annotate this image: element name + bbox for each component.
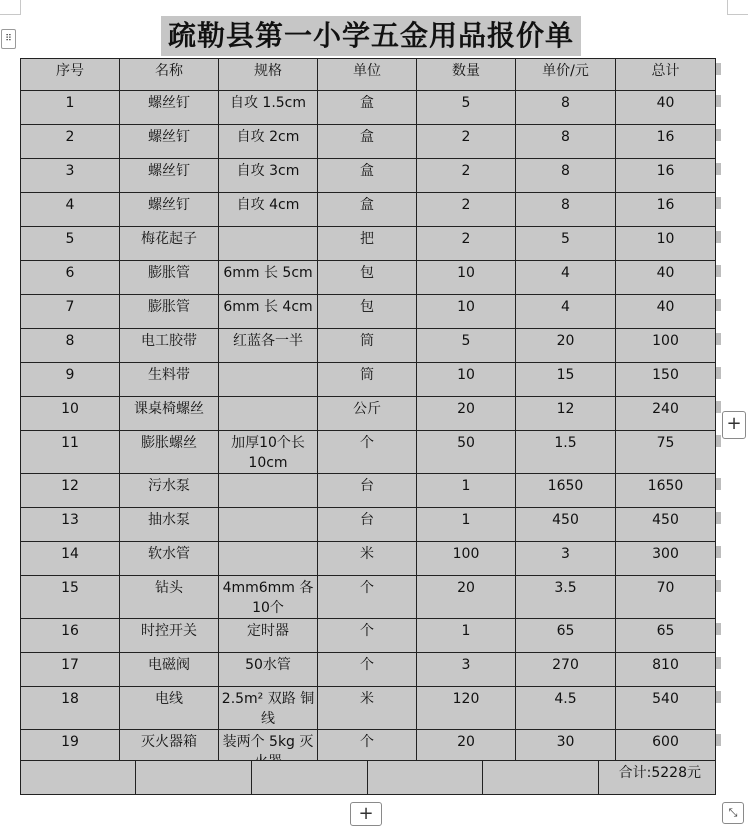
cell-price[interactable]: 4 (516, 295, 616, 329)
cell-price[interactable]: 20 (516, 329, 616, 363)
cell-total[interactable]: 40 (616, 295, 716, 329)
cell-price[interactable]: 65 (516, 619, 616, 653)
cell-no[interactable]: 9 (21, 363, 120, 397)
cell-price[interactable]: 12 (516, 397, 616, 431)
cell-unit[interactable]: 台 (318, 508, 417, 542)
cell-name[interactable]: 钻头 (120, 576, 219, 619)
row-end-marker (716, 333, 721, 345)
cell-unit[interactable]: 个 (318, 653, 417, 687)
cell-total[interactable]: 600 (616, 730, 716, 773)
cell-qty[interactable]: 2 (417, 193, 516, 227)
cell-total[interactable]: 10 (616, 227, 716, 261)
cell-price[interactable]: 8 (516, 91, 616, 125)
cell-qty[interactable]: 3 (417, 653, 516, 687)
row-end-marker (716, 623, 721, 635)
total-empty-cell[interactable] (368, 761, 483, 795)
cell-no[interactable]: 5 (21, 227, 120, 261)
cell-price[interactable]: 450 (516, 508, 616, 542)
cell-price[interactable]: 8 (516, 193, 616, 227)
cell-spec[interactable]: 自攻 4cm (219, 193, 318, 227)
cell-spec[interactable]: 定时器 (219, 619, 318, 653)
document-title: 疏勒县第一小学五金用品报价单 (161, 16, 581, 56)
cell-name[interactable]: 膨胀管 (120, 295, 219, 329)
header-cell-name: 名称 (120, 59, 219, 91)
cell-total[interactable]: 100 (616, 329, 716, 363)
table-row (21, 329, 716, 363)
cell-qty[interactable]: 2 (417, 159, 516, 193)
cell-total[interactable]: 16 (616, 125, 716, 159)
cell-spec[interactable] (219, 542, 318, 576)
cell-total[interactable]: 300 (616, 542, 716, 576)
cell-qty[interactable]: 20 (417, 730, 516, 773)
cell-qty[interactable]: 10 (417, 261, 516, 295)
total-empty-cell[interactable] (21, 761, 136, 795)
table-row (21, 576, 716, 619)
cell-price[interactable]: 15 (516, 363, 616, 397)
cell-spec[interactable]: 6mm 长 4cm (219, 295, 318, 329)
table-row (21, 474, 716, 508)
cell-unit[interactable]: 包 (318, 261, 417, 295)
table-row (21, 397, 716, 431)
cell-price[interactable]: 1650 (516, 474, 616, 508)
cell-name[interactable]: 生料带 (120, 363, 219, 397)
cell-unit[interactable]: 盒 (318, 125, 417, 159)
cell-no[interactable]: 11 (21, 431, 120, 474)
cell-qty[interactable]: 50 (417, 431, 516, 474)
cell-spec[interactable]: 2.5m² 双路 铜线 (219, 687, 318, 730)
row-end-marker (716, 657, 721, 669)
cell-spec[interactable]: 自攻 3cm (219, 159, 318, 193)
cell-unit[interactable]: 个 (318, 431, 417, 474)
cell-no[interactable]: 3 (21, 159, 120, 193)
cell-spec[interactable]: 6mm 长 5cm (219, 261, 318, 295)
cell-no[interactable]: 2 (21, 125, 120, 159)
cell-qty[interactable]: 10 (417, 363, 516, 397)
cell-spec[interactable]: 加厚10个长 10cm (219, 431, 318, 474)
cell-spec[interactable] (219, 363, 318, 397)
cell-no[interactable]: 17 (21, 653, 120, 687)
row-end-marker (716, 435, 721, 447)
cell-name[interactable]: 灭火器箱 (120, 730, 219, 773)
cell-qty[interactable]: 5 (417, 329, 516, 363)
cell-unit[interactable]: 盒 (318, 193, 417, 227)
cell-price[interactable]: 4.5 (516, 687, 616, 730)
cell-total[interactable]: 150 (616, 363, 716, 397)
cell-unit[interactable]: 米 (318, 687, 417, 730)
cell-name[interactable]: 膨胀螺丝 (120, 431, 219, 474)
add-column-button[interactable]: + (722, 411, 746, 439)
cell-spec[interactable]: 自攻 1.5cm (219, 91, 318, 125)
table-row (21, 125, 716, 159)
cell-total[interactable]: 450 (616, 508, 716, 542)
row-end-marker (716, 512, 721, 524)
cell-total[interactable]: 70 (616, 576, 716, 619)
header-cell-unit: 单位 (318, 59, 417, 91)
cell-unit[interactable]: 把 (318, 227, 417, 261)
cell-no[interactable]: 14 (21, 542, 120, 576)
row-end-marker (716, 163, 721, 175)
cell-qty[interactable]: 1 (417, 619, 516, 653)
cell-spec[interactable]: 50水管 (219, 653, 318, 687)
cell-total[interactable]: 16 (616, 193, 716, 227)
total-empty-cell[interactable] (483, 761, 599, 795)
cell-spec[interactable]: 自攻 2cm (219, 125, 318, 159)
cell-no[interactable]: 6 (21, 261, 120, 295)
header-cell-spec: 规格 (219, 59, 318, 91)
cell-name[interactable]: 抽水泵 (120, 508, 219, 542)
cell-qty[interactable]: 1 (417, 508, 516, 542)
header-cell-price: 单价/元 (516, 59, 616, 91)
cell-price[interactable]: 1.5 (516, 431, 616, 474)
cell-total[interactable]: 40 (616, 261, 716, 295)
row-end-marker (716, 478, 721, 490)
cell-unit[interactable]: 盒 (318, 91, 417, 125)
cell-no[interactable]: 1 (21, 91, 120, 125)
cell-name[interactable]: 螺丝钉 (120, 193, 219, 227)
table-row (21, 508, 716, 542)
cell-no[interactable]: 13 (21, 508, 120, 542)
cell-unit[interactable]: 个 (318, 576, 417, 619)
cell-spec[interactable] (219, 227, 318, 261)
cell-spec[interactable]: 4mm6mm 各 10个 (219, 576, 318, 619)
row-end-marker (716, 63, 721, 75)
cell-name[interactable]: 螺丝钉 (120, 159, 219, 193)
row-end-marker (716, 580, 721, 592)
table-header-row (21, 59, 716, 91)
cell-price[interactable]: 8 (516, 125, 616, 159)
table-row (21, 159, 716, 193)
cell-unit[interactable]: 个 (318, 730, 417, 773)
table-row (21, 653, 716, 687)
cell-price[interactable]: 3 (516, 542, 616, 576)
cell-no[interactable]: 18 (21, 687, 120, 730)
cell-unit[interactable]: 米 (318, 542, 417, 576)
cell-name[interactable]: 电线 (120, 687, 219, 730)
row-end-marker (716, 367, 721, 379)
table-row (21, 542, 716, 576)
table-row (21, 261, 716, 295)
row-end-marker (716, 265, 721, 277)
table-row (21, 193, 716, 227)
table-row (21, 687, 716, 730)
cell-qty[interactable]: 20 (417, 576, 516, 619)
cell-unit[interactable]: 筒 (318, 329, 417, 363)
cell-qty[interactable]: 100 (417, 542, 516, 576)
cell-no[interactable]: 19 (21, 730, 120, 773)
cell-spec[interactable] (219, 508, 318, 542)
row-end-marker (716, 691, 721, 703)
cell-unit[interactable]: 包 (318, 295, 417, 329)
header-cell-total: 总计 (616, 59, 716, 91)
row-end-marker (716, 231, 721, 243)
cell-unit[interactable]: 台 (318, 474, 417, 508)
page-corner-top-right (727, 0, 748, 15)
table-row (21, 227, 716, 261)
cell-total[interactable]: 40 (616, 91, 716, 125)
row-end-marker (716, 95, 721, 107)
table-move-handle-icon[interactable]: ⠿ (1, 29, 16, 49)
cell-qty[interactable]: 120 (417, 687, 516, 730)
cell-spec[interactable]: 装两个 5kg 灭 (219, 730, 318, 773)
total-empty-cell[interactable] (136, 761, 252, 795)
cell-qty[interactable]: 20 (417, 397, 516, 431)
cell-price[interactable]: 8 (516, 159, 616, 193)
cell-total[interactable]: 240 (616, 397, 716, 431)
cell-no[interactable]: 4 (21, 193, 120, 227)
cell-unit[interactable]: 公斤 (318, 397, 417, 431)
cell-spec[interactable]: 红蓝各一半 (219, 329, 318, 363)
cell-price[interactable]: 270 (516, 653, 616, 687)
cell-no[interactable]: 16 (21, 619, 120, 653)
cell-qty[interactable]: 2 (417, 125, 516, 159)
row-end-marker (716, 546, 721, 558)
cell-total[interactable]: 16 (616, 159, 716, 193)
cell-no[interactable]: 12 (21, 474, 120, 508)
cell-no[interactable]: 8 (21, 329, 120, 363)
add-row-button[interactable]: + (350, 802, 382, 826)
page-corner-top-left (0, 0, 21, 15)
table-row (21, 363, 716, 397)
table-resize-handle-icon[interactable]: ⤡ (722, 802, 744, 824)
cell-total[interactable]: 810 (616, 653, 716, 687)
cell-qty[interactable]: 10 (417, 295, 516, 329)
cell-total[interactable]: 65 (616, 619, 716, 653)
total-row-table (20, 760, 716, 795)
cell-total[interactable]: 540 (616, 687, 716, 730)
cell-no[interactable]: 10 (21, 397, 120, 431)
cell-name[interactable]: 螺丝钉 (120, 91, 219, 125)
cell-qty[interactable]: 5 (417, 91, 516, 125)
cell-unit[interactable]: 盒 (318, 159, 417, 193)
cell-name[interactable]: 梅花起子 (120, 227, 219, 261)
cell-total[interactable]: 1650 (616, 474, 716, 508)
row-end-marker (716, 299, 721, 311)
cell-price[interactable]: 3.5 (516, 576, 616, 619)
cell-name[interactable]: 电磁阀 (120, 653, 219, 687)
row-end-marker (716, 129, 721, 141)
cell-unit[interactable]: 个 (318, 619, 417, 653)
cell-qty[interactable]: 1 (417, 474, 516, 508)
cell-price[interactable]: 30 (516, 730, 616, 773)
cell-name[interactable]: 螺丝钉 (120, 125, 219, 159)
grand-total-cell[interactable]: 合计:5228元 (599, 761, 716, 795)
header-cell-no: 序号 (21, 59, 120, 91)
cell-total[interactable]: 75 (616, 431, 716, 474)
quote-table (20, 58, 716, 773)
cell-name[interactable]: 污水泵 (120, 474, 219, 508)
table-row (21, 619, 716, 653)
total-row (21, 761, 716, 795)
cell-qty[interactable]: 2 (417, 227, 516, 261)
cell-no[interactable]: 15 (21, 576, 120, 619)
table-row (21, 91, 716, 125)
row-end-marker (716, 401, 721, 413)
cell-name[interactable]: 软水管 (120, 542, 219, 576)
row-end-marker (716, 734, 721, 746)
cell-spec[interactable] (219, 397, 318, 431)
row-end-marker (716, 197, 721, 209)
header-cell-qty: 数量 (417, 59, 516, 91)
cell-name[interactable]: 时控开关 (120, 619, 219, 653)
table-row (21, 431, 716, 474)
cell-price[interactable]: 4 (516, 261, 616, 295)
total-empty-cell[interactable] (252, 761, 368, 795)
cell-no[interactable]: 7 (21, 295, 120, 329)
table-row (21, 295, 716, 329)
cell-spec[interactable] (219, 474, 318, 508)
cell-name[interactable]: 膨胀管 (120, 261, 219, 295)
cell-unit[interactable]: 筒 (318, 363, 417, 397)
cell-name[interactable]: 课桌椅螺丝 (120, 397, 219, 431)
cell-name[interactable]: 电工胶带 (120, 329, 219, 363)
cell-price[interactable]: 5 (516, 227, 616, 261)
